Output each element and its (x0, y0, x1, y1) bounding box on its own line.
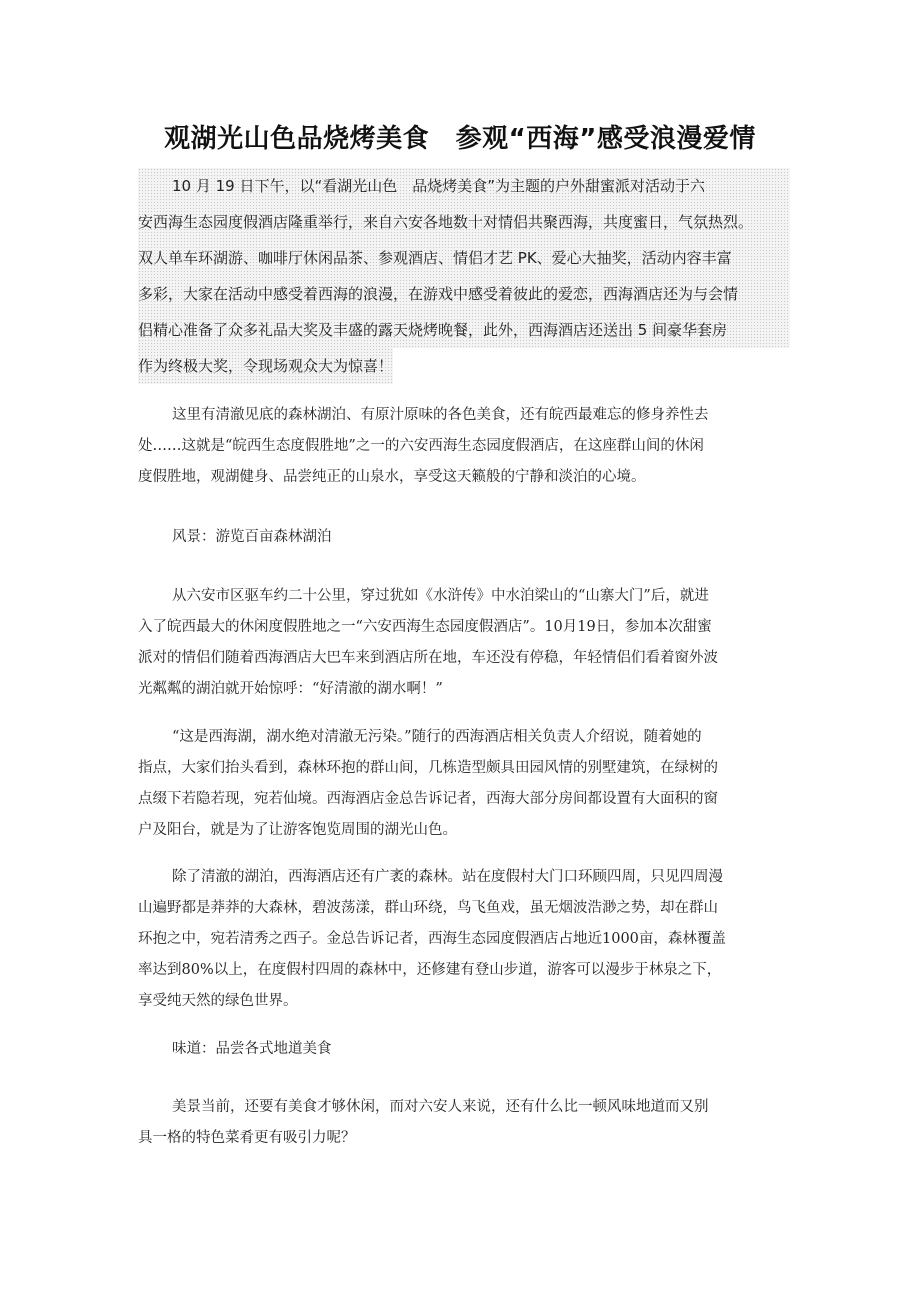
text-line: 点缀下若隐若现，宛若仙境。西海酒店金总告诉记者，西海大部分房间都设置有大面积的窗 (138, 791, 718, 807)
text-line: “这是西海湖，湖水绝对清澈无污染。”随行的西海酒店相关负责人介绍说，随着她的 (172, 729, 702, 745)
text-line: 环抱之中，宛若清秀之西子。金总告诉记者，西海生态园度假酒店占地近1000亩，森林覆盖 (138, 931, 726, 947)
lead-line: 侣精心准备了众多礼品大奖及丰盛的露天烧烤晚餐，此外，西海酒店还送出 5 间豪华套房 (138, 312, 790, 348)
text-line: 除了清澈的湖泊，西海酒店还有广袤的森林。站在度假村大门口环顾四周，只见四周漫 (172, 869, 723, 885)
lead-line: 10 月 19 日下午，以“看湖光山色 品烧烤美食”为主题的户外甜蜜派对活动于六 (138, 168, 790, 204)
text-line: 具一格的特色菜肴更有吸引力呢？ (138, 1130, 356, 1146)
text-line: 处……这就是“皖西生态度假胜地”之一的六安西海生态园度假酒店，在这座群山间的休闲 (138, 438, 704, 454)
text-line: 享受纯天然的绿色世界。 (138, 993, 298, 1009)
text-line: 户及阳台，就是为了让游客饱览周围的湖光山色。 (138, 822, 457, 838)
section-heading-taste (138, 1034, 788, 1065)
text-line: 山遍野都是莽莽的大森林，碧波荡漾，群山环绕，鸟飞鱼戏，虽无烟波浩渺之势，却在群山 (138, 900, 718, 916)
text-line: 度假胜地，观湖健身、品尝纯正的山泉水，享受这天籁般的宁静和淡泊的心境。 (138, 469, 646, 485)
text-line: 从六安市区驱车约二十公里，穿过犹如《水浒传》中水泊梁山的“山寨大门”后，就进 (172, 588, 709, 604)
section-heading: 味道：品尝各式地道美食 (172, 1041, 332, 1057)
taste-paragraph (138, 1092, 788, 1154)
scenery-paragraph-2 (138, 722, 788, 846)
text-line: 入了皖西最大的休闲度假胜地之一“六安西海生态园度假酒店”。10月19日，参加本次甜蜜 (138, 619, 712, 635)
text-line: 派对的情侣们随着西海酒店大巴车来到酒店所在地，车还没有停稳，年轻情侣们看着窗外波 (138, 650, 718, 666)
scenery-paragraph-1 (138, 581, 788, 705)
lead-paragraph (138, 168, 790, 384)
text-line: 率达到80%以上，在度假村四周的森林中，还修建有登山步道，游客可以漫步于林泉之下， (138, 962, 722, 978)
text-line: 光粼粼的湖泊就开始惊呼：“好清澈的湖水啊！” (138, 681, 443, 697)
article-title: 观湖光山色品烧烤美食 参观“西海”感受浪漫爱情 (164, 124, 756, 154)
text-line: 美景当前，还要有美食才够休闲，而对六安人来说，还有什么比一顿风味地道而又别 (172, 1099, 709, 1115)
lead-line: 作为终极大奖，令现场观众大为惊喜！ (138, 348, 393, 384)
scenery-paragraph-3 (138, 862, 788, 1017)
lead-line: 双人单车环湖游、咖啡厅休闲品茶、参观酒店、情侣才艺 PK、爱心大抽奖，活动内容丰富 (138, 240, 790, 276)
section-heading: 风景：游览百亩森林湖泊 (172, 529, 332, 545)
section-heading-scenery (138, 522, 788, 553)
text-line: 这里有清澈见底的森林湖泊、有原汁原味的各色美食，还有皖西最难忘的修身养性去 (172, 407, 709, 423)
lead-line: 多彩，大家在活动中感受着西海的浪漫，在游戏中感受着彼此的爱恋，西海酒店还为与会情 (138, 276, 790, 312)
lead-line: 安西海生态园度假酒店隆重举行，来自六安各地数十对情侣共聚西海，共度蜜日，气氛热烈。 (138, 204, 790, 240)
intro-paragraph (138, 400, 788, 493)
text-line: 指点，大家们抬头看到，森林环抱的群山间，几栋造型颇具田园风情的别墅建筑，在绿树的 (138, 760, 718, 776)
